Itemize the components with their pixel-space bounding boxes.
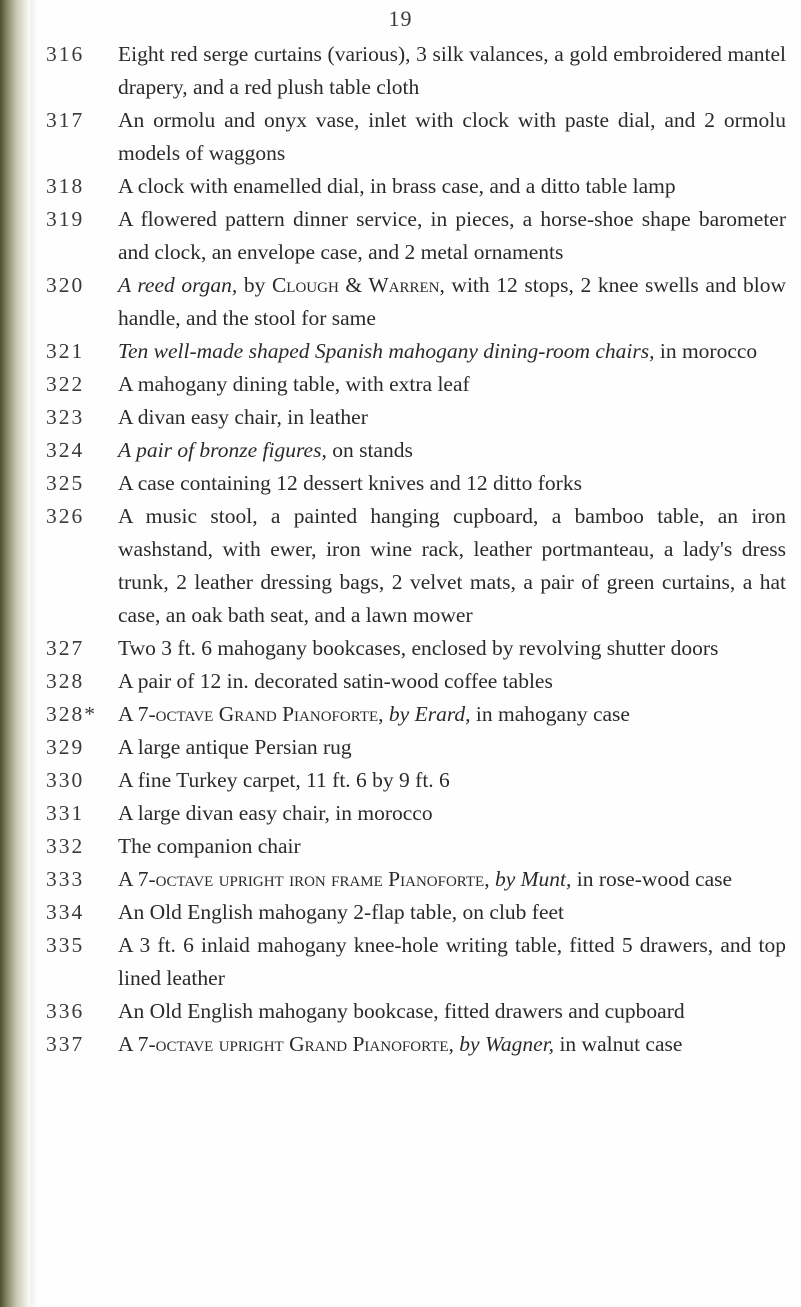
lot-description-text: A clock with enamelled dial, in brass case, and a ditto table lamp (118, 174, 676, 198)
lot-description (118, 632, 786, 665)
lot-item (46, 632, 786, 665)
lot-number: 337 (46, 1032, 85, 1056)
lot-item (46, 401, 786, 434)
lot-description-text: An Old English mahogany 2-flap table, on club feet (118, 900, 565, 924)
lot-description-text: A case containing 12 dessert knives and 12 ditto forks (118, 471, 582, 495)
lot-description-text: A (118, 702, 138, 726)
lot-description (118, 500, 786, 632)
page-edge-shadow (0, 0, 30, 1307)
lot-description-text: , (378, 702, 389, 726)
lot-description-text: A large divan easy chair, in morocco (118, 801, 433, 825)
lot-description (118, 698, 786, 731)
lot-description-text: An ormolu and onyx vase, inlet with clock with paste dial, and 2 ormolu models of waggons (118, 108, 786, 165)
lot-description-text: Two 3 ft. 6 mahogany bookcases, enclosed by revolving shutter doors (118, 636, 719, 660)
lot-description (118, 368, 786, 401)
lot-description-text: A reed organ, (118, 273, 238, 297)
lot-description-text: in walnut case (554, 1032, 683, 1056)
lot-number: 326 (46, 504, 85, 528)
lot-description-text: in mahogany case (470, 702, 630, 726)
lot-description (118, 731, 786, 764)
lot-description-text: 7-octave Grand Pianoforte (137, 702, 379, 726)
lot-item (46, 797, 786, 830)
page-gutter (30, 0, 38, 1307)
lot-description-text: , (484, 867, 495, 891)
lot-description (118, 929, 786, 995)
lot-description-text: A fine Turkey carpet, 11 ft. 6 by 9 ft. 6 (118, 768, 450, 792)
lot-item (46, 203, 786, 269)
lot-number: 320 (46, 273, 85, 297)
lot-description-text: by Wagner, (459, 1032, 555, 1056)
lot-description (118, 1028, 786, 1061)
lot-number: 331 (46, 801, 85, 825)
lot-description-text: 7-octave upright Grand Pianoforte (137, 1032, 449, 1056)
lot-description-text: An Old English mahogany bookcase, fitted drawers and cupboard (118, 999, 685, 1023)
lot-item (46, 170, 786, 203)
lot-description-text: Clough & Warren (271, 273, 440, 297)
lot-description-text: in morocco (654, 339, 758, 363)
lot-description-text: Ten well-made shaped Spanish mahogany dining-room chairs, (118, 339, 655, 363)
lot-item (46, 698, 786, 731)
lot-number: 324 (46, 438, 85, 462)
lot-number: 317 (46, 108, 85, 132)
lot-description-text: 7-octave upright iron frame Pianoforte (137, 867, 485, 891)
lot-number: 327 (46, 636, 85, 660)
lot-description (118, 38, 786, 104)
lot-item (46, 467, 786, 500)
lot-description-text: A (118, 1032, 138, 1056)
lot-description (118, 995, 786, 1028)
lot-item (46, 665, 786, 698)
lot-description-text: Eight red serge curtains (various), 3 silk valances, a gold embroidered mantel drapery, and a red plush table cloth (118, 42, 786, 99)
lot-description (118, 401, 786, 434)
lot-number: 329 (46, 735, 85, 759)
lot-item (46, 830, 786, 863)
lot-number: 332 (46, 834, 85, 858)
lot-description-text: , (448, 1032, 460, 1056)
lot-description-text: A flowered pattern dinner service, in pieces, a horse-shoe shape barometer and clock, an envelope case, and 2 metal ornaments (118, 207, 786, 264)
lot-description-text: by Munt, (494, 867, 572, 891)
lot-item (46, 500, 786, 632)
lot-number: 336 (46, 999, 85, 1023)
lot-item (46, 995, 786, 1028)
lot-description (118, 269, 786, 335)
lot-item (46, 764, 786, 797)
lot-number: 322 (46, 372, 85, 396)
lot-number: 318 (46, 174, 85, 198)
lot-description (118, 104, 786, 170)
lot-description-text: A (118, 867, 138, 891)
lot-description (118, 764, 786, 797)
lot-item (46, 38, 786, 104)
lot-number: 328 (46, 669, 85, 693)
lot-number: 325 (46, 471, 85, 495)
lot-description-text: A pair of bronze figures, (118, 438, 327, 462)
lot-item (46, 269, 786, 335)
lot-description-text: by Erard, (388, 702, 471, 726)
lot-item (46, 1028, 786, 1061)
lot-item (46, 731, 786, 764)
lot-list (46, 38, 786, 1061)
lot-description-text: A 3 ft. 6 inlaid mahogany knee-hole writing table, fitted 5 drawers, and top lined leather (118, 933, 786, 990)
lot-item (46, 896, 786, 929)
lot-description (118, 830, 786, 863)
lot-description (118, 797, 786, 830)
lot-item (46, 929, 786, 995)
page-number: 19 (388, 6, 413, 31)
lot-description (118, 335, 786, 368)
lot-description-text: , with 12 stops, 2 knee swells and blow handle, and the stool for same (118, 273, 786, 330)
lot-number: 319 (46, 207, 85, 231)
lot-description-text: in rose-wood case (571, 867, 733, 891)
lot-description-text: by (237, 273, 272, 297)
lot-description-text: on stands (326, 438, 413, 462)
lot-number: 323 (46, 405, 85, 429)
lot-description (118, 203, 786, 269)
lot-number: 334 (46, 900, 85, 924)
lot-item (46, 104, 786, 170)
lot-description (118, 665, 786, 698)
lot-description-text: A large antique Persian rug (118, 735, 352, 759)
lot-item (46, 368, 786, 401)
lot-item (46, 863, 786, 896)
lot-item (46, 335, 786, 368)
lot-number: 328* (46, 702, 97, 726)
lot-description (118, 434, 786, 467)
lot-description-text: A mahogany dining table, with extra leaf (118, 372, 470, 396)
lot-description-text: The companion chair (118, 834, 301, 858)
lot-description-text: A divan easy chair, in leather (118, 405, 368, 429)
lot-number: 333 (46, 867, 85, 891)
lot-number: 330 (46, 768, 85, 792)
lot-number: 316 (46, 42, 85, 66)
lot-description (118, 896, 786, 929)
lot-description-text: A music stool, a painted hanging cupboard, a bamboo table, an iron washstand, with ewer, iron wine rack, leather portmanteau, a lady's dress trunk, 2 leather dressing bags, 2 velvet mats, a pair of green curtains, a hat case, an oak bath seat, and a lawn mower (118, 504, 786, 627)
lot-description (118, 863, 786, 896)
lot-item (46, 434, 786, 467)
lot-number: 321 (46, 339, 85, 363)
lot-description-text: A pair of 12 in. decorated satin-wood coffee tables (118, 669, 553, 693)
lot-description (118, 170, 786, 203)
lot-number: 335 (46, 933, 85, 957)
lot-description (118, 467, 786, 500)
